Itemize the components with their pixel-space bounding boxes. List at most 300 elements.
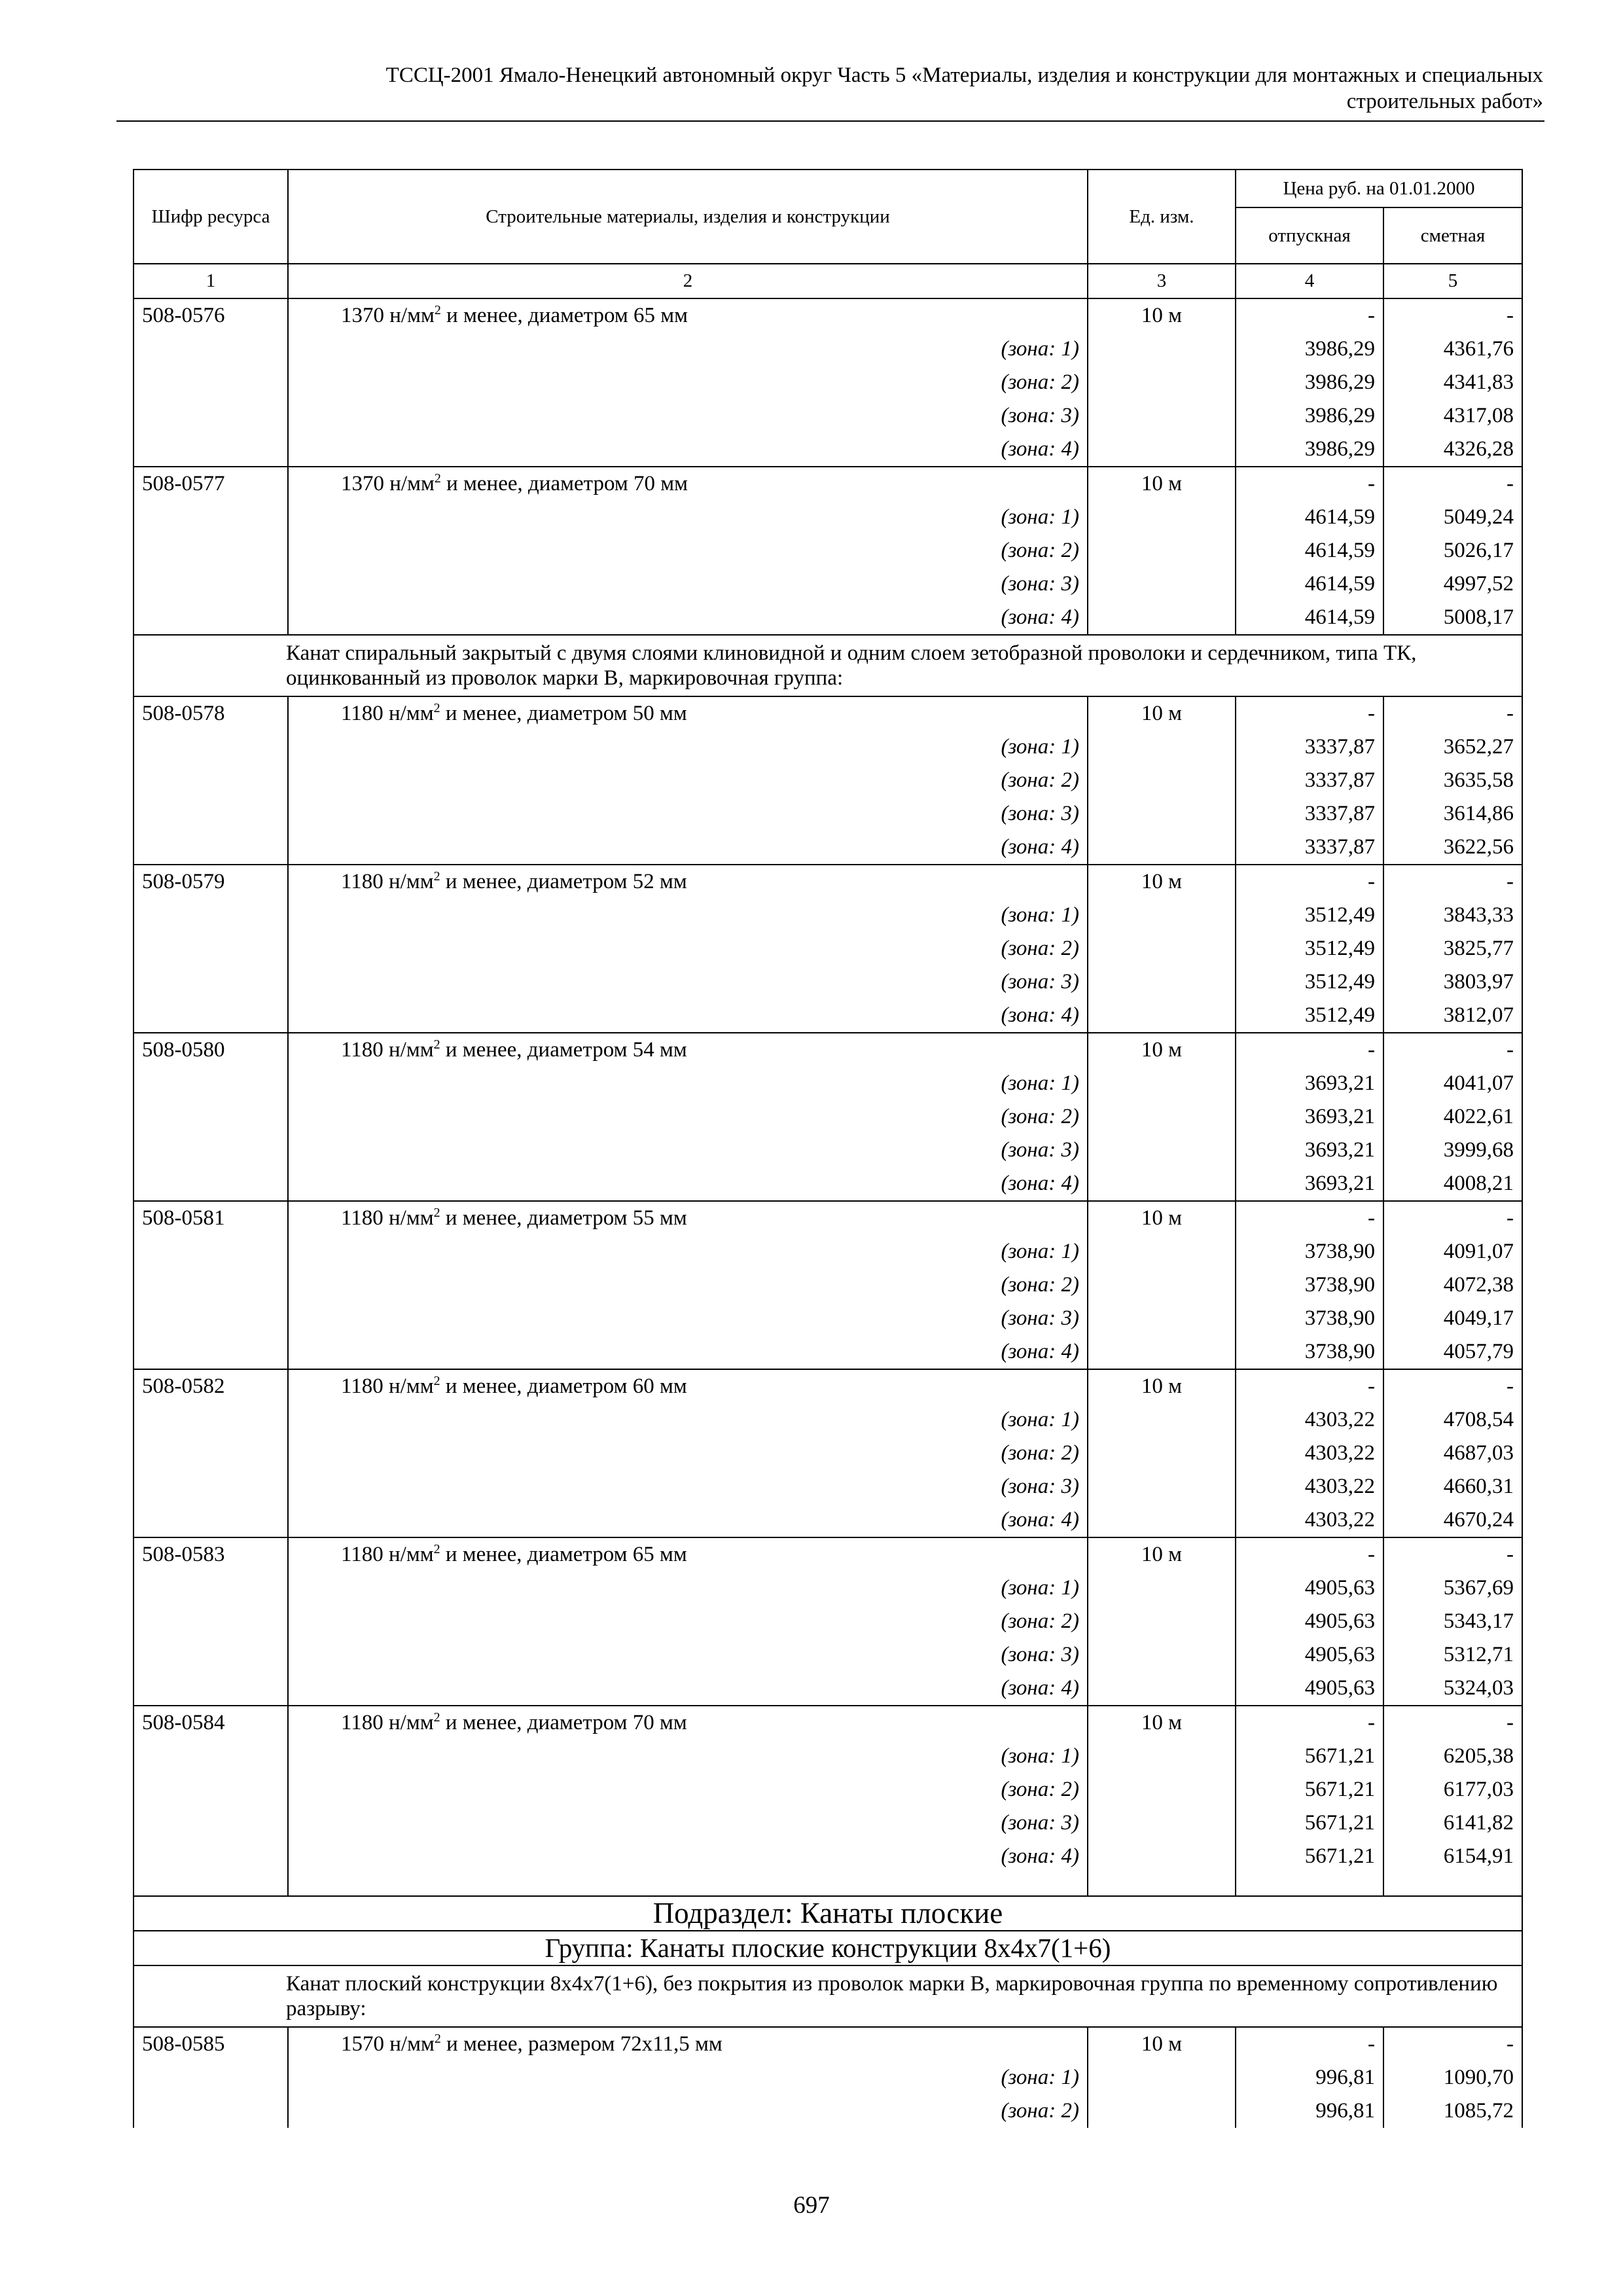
resource-description <box>288 1033 1088 1067</box>
release-price: 4905,63 <box>1236 1672 1383 1706</box>
resource-code <box>134 999 288 1033</box>
unit-of-measure <box>1088 1638 1236 1672</box>
size-text: и менее, диаметром 70 мм <box>440 1711 687 1734</box>
release-price: 3986,29 <box>1236 366 1383 399</box>
strength-text: 1180 н/мм <box>341 1711 434 1734</box>
unit-exponent: 2 <box>434 471 441 486</box>
table-body <box>134 298 1522 2128</box>
resource-code: 508-0581 <box>134 1201 288 1235</box>
zone-label: (зона: 3) <box>288 965 1088 999</box>
unit-of-measure: 10 м <box>1088 298 1236 332</box>
estimate-price: - <box>1383 298 1522 332</box>
resource-row <box>134 1369 1522 1403</box>
unit-exponent: 2 <box>433 1710 440 1725</box>
release-price: 3512,49 <box>1236 965 1383 999</box>
estimate-price: - <box>1383 1201 1522 1235</box>
unit-of-measure: 10 м <box>1088 1537 1236 1571</box>
resource-code: 508-0577 <box>134 467 288 501</box>
unit-of-measure <box>1088 2094 1236 2128</box>
release-price: - <box>1236 696 1383 730</box>
release-price: 3512,49 <box>1236 932 1383 965</box>
resource-code <box>134 899 288 932</box>
unit-of-measure <box>1088 999 1236 1033</box>
zone-row <box>134 965 1522 999</box>
unit-of-measure <box>1088 1470 1236 1503</box>
resource-code <box>134 1840 288 1873</box>
unit-exponent: 2 <box>433 1374 440 1388</box>
unit-of-measure <box>1088 1134 1236 1167</box>
release-price: 4303,22 <box>1236 1403 1383 1437</box>
estimate-price: 4072,38 <box>1383 1268 1522 1302</box>
release-price: 4614,59 <box>1236 501 1383 534</box>
size-text: и менее, диаметром 54 мм <box>440 1038 687 1062</box>
resource-code <box>134 932 288 965</box>
release-price: 3693,21 <box>1236 1100 1383 1134</box>
release-price: 5671,21 <box>1236 1806 1383 1840</box>
unit-of-measure <box>1088 965 1236 999</box>
unit-of-measure <box>1088 1167 1236 1201</box>
resource-code <box>134 1740 288 1773</box>
zone-label: (зона: 1) <box>288 332 1088 366</box>
column-number-row <box>134 264 1522 298</box>
zone-row <box>134 1067 1522 1100</box>
release-price: 4905,63 <box>1236 1638 1383 1672</box>
section-note: Канат спиральный закрытый с двумя слоями клиновидной и одним слоем зетобразной проволоки и сердечником, типа ТК, оцинкованный из проволок марки В, маркировочная группа: <box>134 635 1522 696</box>
resource-code <box>134 501 288 534</box>
resource-code: 508-0578 <box>134 696 288 730</box>
resource-code <box>134 730 288 764</box>
unit-of-measure: 10 м <box>1088 1201 1236 1235</box>
resource-row <box>134 1201 1522 1235</box>
release-price: 3693,21 <box>1236 1067 1383 1100</box>
release-price: 5671,21 <box>1236 1840 1383 1873</box>
resource-code: 508-0584 <box>134 1706 288 1740</box>
unit-exponent: 2 <box>433 1542 440 1556</box>
estimate-price: - <box>1383 2027 1522 2061</box>
release-price: 3512,49 <box>1236 999 1383 1033</box>
resource-description <box>288 865 1088 899</box>
resource-code <box>134 1571 288 1605</box>
resource-row <box>134 467 1522 501</box>
zone-row <box>134 1672 1522 1706</box>
zone-row <box>134 1100 1522 1134</box>
unit-of-measure <box>1088 534 1236 567</box>
note-row <box>134 1965 1522 2027</box>
resource-code <box>134 2061 288 2094</box>
zone-row <box>134 399 1522 433</box>
zone-label: (зона: 2) <box>288 764 1088 797</box>
estimate-price: 6177,03 <box>1383 1773 1522 1806</box>
col-code-header: Шифр ресурса <box>134 170 288 264</box>
release-price: 3986,29 <box>1236 399 1383 433</box>
resource-code: 508-0576 <box>134 298 288 332</box>
running-header-line-2: строительных работ» <box>1346 90 1543 113</box>
zone-row <box>134 1302 1522 1335</box>
size-text: и менее, диаметром 70 мм <box>440 472 688 495</box>
zone-label: (зона: 2) <box>288 366 1088 399</box>
zone-label: (зона: 2) <box>288 2094 1088 2128</box>
unit-exponent: 2 <box>434 2032 441 2046</box>
estimate-price: - <box>1383 1706 1522 1740</box>
release-price: 5671,21 <box>1236 1773 1383 1806</box>
resource-code <box>134 1773 288 1806</box>
zone-label: (зона: 1) <box>288 1235 1088 1268</box>
zone-label: (зона: 3) <box>288 1470 1088 1503</box>
unit-of-measure <box>1088 1773 1236 1806</box>
unit-of-measure <box>1088 1503 1236 1537</box>
estimate-price: 3999,68 <box>1383 1134 1522 1167</box>
unit-of-measure <box>1088 797 1236 831</box>
unit-exponent: 2 <box>434 303 441 317</box>
estimate-price: 4670,24 <box>1383 1503 1522 1537</box>
zone-label: (зона: 3) <box>288 797 1088 831</box>
unit-of-measure <box>1088 1100 1236 1134</box>
zone-label: (зона: 4) <box>288 999 1088 1033</box>
col-release-header: отпускная <box>1236 207 1383 264</box>
resource-code <box>134 1134 288 1167</box>
release-price: 3337,87 <box>1236 764 1383 797</box>
col-price-header: Цена руб. на 01.01.2000 <box>1236 170 1522 207</box>
unit-exponent: 2 <box>433 1037 440 1052</box>
zone-row <box>134 1167 1522 1201</box>
zone-label: (зона: 4) <box>288 1840 1088 1873</box>
resource-code <box>134 1302 288 1335</box>
release-price: 4614,59 <box>1236 601 1383 635</box>
unit-of-measure <box>1088 831 1236 865</box>
zone-label: (зона: 3) <box>288 1134 1088 1167</box>
zone-label: (зона: 1) <box>288 1571 1088 1605</box>
estimate-price: 4341,83 <box>1383 366 1522 399</box>
estimate-price: 5343,17 <box>1383 1605 1522 1638</box>
zone-row <box>134 501 1522 534</box>
unit-of-measure <box>1088 899 1236 932</box>
unit-of-measure <box>1088 1672 1236 1706</box>
resource-code <box>134 1268 288 1302</box>
resource-code: 508-0582 <box>134 1369 288 1403</box>
release-price: 4303,22 <box>1236 1503 1383 1537</box>
estimate-price: - <box>1383 1537 1522 1571</box>
strength-text: 1180 н/мм <box>341 1206 434 1230</box>
resource-code <box>134 1335 288 1369</box>
zone-label: (зона: 1) <box>288 1067 1088 1100</box>
zone-label: (зона: 3) <box>288 1638 1088 1672</box>
unit-of-measure <box>1088 1571 1236 1605</box>
subsection-row <box>134 1896 1522 1931</box>
estimate-price: 5008,17 <box>1383 601 1522 635</box>
resource-code <box>134 1437 288 1470</box>
resource-code <box>134 1638 288 1672</box>
release-price: 3738,90 <box>1236 1268 1383 1302</box>
resource-code <box>134 1100 288 1134</box>
unit-of-measure <box>1088 1605 1236 1638</box>
unit-of-measure <box>1088 1335 1236 1369</box>
zone-row <box>134 1740 1522 1773</box>
resource-row <box>134 696 1522 730</box>
zone-label: (зона: 4) <box>288 1503 1088 1537</box>
strength-text: 1570 н/мм <box>341 2032 435 2056</box>
resource-code <box>134 1403 288 1437</box>
resource-description <box>288 1369 1088 1403</box>
zone-row <box>134 899 1522 932</box>
estimate-price: 5312,71 <box>1383 1638 1522 1672</box>
zone-row <box>134 1638 1522 1672</box>
resource-code <box>134 399 288 433</box>
release-price: - <box>1236 298 1383 332</box>
unit-of-measure: 10 м <box>1088 696 1236 730</box>
zone-row <box>134 1773 1522 1806</box>
header-rule <box>116 120 1544 122</box>
zone-row <box>134 433 1522 467</box>
unit-exponent: 2 <box>433 701 440 715</box>
release-price: 3693,21 <box>1236 1134 1383 1167</box>
section-note: Канат плоский конструкции 8x4x7(1+6), без покрытия из проволок марки В, маркировочная группа по временному сопротивлению разрыву: <box>134 1965 1522 2027</box>
zone-row <box>134 1403 1522 1437</box>
estimate-price: 3635,58 <box>1383 764 1522 797</box>
resource-description <box>288 467 1088 501</box>
resource-code <box>134 601 288 635</box>
estimate-price: 4008,21 <box>1383 1167 1522 1201</box>
release-price: 3693,21 <box>1236 1167 1383 1201</box>
strength-text: 1180 н/мм <box>341 702 434 725</box>
strength-text: 1180 н/мм <box>341 870 434 893</box>
zone-label: (зона: 2) <box>288 932 1088 965</box>
zone-row <box>134 332 1522 366</box>
resource-code: 508-0580 <box>134 1033 288 1067</box>
zone-row <box>134 1437 1522 1470</box>
estimate-price: 4057,79 <box>1383 1335 1522 1369</box>
empty-cell <box>1383 1873 1522 1896</box>
strength-text: 1180 н/мм <box>341 1374 434 1398</box>
resource-description <box>288 298 1088 332</box>
release-price: 3337,87 <box>1236 730 1383 764</box>
unit-of-measure: 10 м <box>1088 865 1236 899</box>
zone-label: (зона: 4) <box>288 1335 1088 1369</box>
resource-description <box>288 1201 1088 1235</box>
zone-row <box>134 534 1522 567</box>
release-price: 3738,90 <box>1236 1302 1383 1335</box>
unit-of-measure <box>1088 366 1236 399</box>
estimate-price: 4091,07 <box>1383 1235 1522 1268</box>
estimate-price: 5049,24 <box>1383 501 1522 534</box>
unit-exponent: 2 <box>433 869 440 884</box>
zone-row <box>134 1134 1522 1167</box>
unit-of-measure <box>1088 1840 1236 1873</box>
zone-label: (зона: 1) <box>288 1740 1088 1773</box>
resource-code <box>134 1503 288 1537</box>
size-text: и менее, диаметром 65 мм <box>440 1543 687 1566</box>
release-price: 996,81 <box>1236 2094 1383 2128</box>
zone-label: (зона: 1) <box>288 899 1088 932</box>
running-header <box>118 62 1543 115</box>
estimate-price: 3843,33 <box>1383 899 1522 932</box>
estimate-price: 3614,86 <box>1383 797 1522 831</box>
zone-label: (зона: 3) <box>288 1806 1088 1840</box>
release-price: 3986,29 <box>1236 433 1383 467</box>
estimate-price: - <box>1383 696 1522 730</box>
zone-label: (зона: 3) <box>288 399 1088 433</box>
resource-code <box>134 2094 288 2128</box>
strength-text: 1370 н/мм <box>341 472 435 495</box>
size-text: и менее, диаметром 55 мм <box>440 1206 687 1230</box>
release-price: 3337,87 <box>1236 831 1383 865</box>
zone-row <box>134 1268 1522 1302</box>
unit-of-measure <box>1088 332 1236 366</box>
release-price: 4614,59 <box>1236 567 1383 601</box>
estimate-price: 4326,28 <box>1383 433 1522 467</box>
estimate-price: 6205,38 <box>1383 1740 1522 1773</box>
unit-of-measure: 10 м <box>1088 1369 1236 1403</box>
resource-description <box>288 2027 1088 2061</box>
zone-row <box>134 797 1522 831</box>
unit-of-measure: 10 м <box>1088 1706 1236 1740</box>
zone-label: (зона: 4) <box>288 601 1088 635</box>
release-price: 3986,29 <box>1236 332 1383 366</box>
zone-row <box>134 366 1522 399</box>
estimate-price: 4687,03 <box>1383 1437 1522 1470</box>
unit-of-measure <box>1088 1235 1236 1268</box>
unit-of-measure <box>1088 567 1236 601</box>
estimate-price: 4049,17 <box>1383 1302 1522 1335</box>
release-price: 3337,87 <box>1236 797 1383 831</box>
zone-label: (зона: 2) <box>288 1268 1088 1302</box>
empty-cell <box>134 1873 288 1896</box>
resource-description <box>288 1537 1088 1571</box>
zone-label: (зона: 1) <box>288 2061 1088 2094</box>
release-price: 3512,49 <box>1236 899 1383 932</box>
resource-code <box>134 1806 288 1840</box>
release-price: 4905,63 <box>1236 1605 1383 1638</box>
estimate-price: 5324,03 <box>1383 1672 1522 1706</box>
unit-of-measure <box>1088 730 1236 764</box>
column-number: 1 <box>134 264 288 298</box>
size-text: и менее, размером 72x11,5 мм <box>440 2032 722 2056</box>
zone-row <box>134 1840 1522 1873</box>
release-price: - <box>1236 865 1383 899</box>
zone-label: (зона: 4) <box>288 831 1088 865</box>
resource-code: 508-0583 <box>134 1537 288 1571</box>
resource-code <box>134 1067 288 1100</box>
zone-row <box>134 2061 1522 2094</box>
zone-label: (зона: 2) <box>288 1605 1088 1638</box>
estimate-price: - <box>1383 1369 1522 1403</box>
zone-label: (зона: 4) <box>288 433 1088 467</box>
size-text: и менее, диаметром 60 мм <box>440 1374 687 1398</box>
zone-label: (зона: 4) <box>288 1672 1088 1706</box>
estimate-price: 4997,52 <box>1383 567 1522 601</box>
resource-code <box>134 366 288 399</box>
resource-code <box>134 567 288 601</box>
size-text: и менее, диаметром 52 мм <box>440 870 687 893</box>
zone-row <box>134 567 1522 601</box>
zone-row <box>134 730 1522 764</box>
release-price: - <box>1236 1201 1383 1235</box>
release-price: 3738,90 <box>1236 1235 1383 1268</box>
resource-code <box>134 1470 288 1503</box>
release-price: 4614,59 <box>1236 534 1383 567</box>
col-estimate-header: сметная <box>1383 207 1522 264</box>
estimate-price: 3825,77 <box>1383 932 1522 965</box>
zone-row <box>134 764 1522 797</box>
resource-code <box>134 1672 288 1706</box>
release-price: 4905,63 <box>1236 1571 1383 1605</box>
release-price: 996,81 <box>1236 2061 1383 2094</box>
zone-row <box>134 1335 1522 1369</box>
estimate-price: 3803,97 <box>1383 965 1522 999</box>
estimate-price: 4361,76 <box>1383 332 1522 366</box>
estimate-price: 5367,69 <box>1383 1571 1522 1605</box>
estimate-price: 1085,72 <box>1383 2094 1522 2128</box>
release-price: - <box>1236 1706 1383 1740</box>
zone-label: (зона: 1) <box>288 1403 1088 1437</box>
unit-of-measure <box>1088 1268 1236 1302</box>
estimate-price: 6154,91 <box>1383 1840 1522 1873</box>
estimate-price: - <box>1383 467 1522 501</box>
group-row <box>134 1931 1522 1965</box>
unit-of-measure <box>1088 433 1236 467</box>
resource-code <box>134 1235 288 1268</box>
unit-of-measure <box>1088 932 1236 965</box>
resource-code <box>134 831 288 865</box>
group-title: Группа: Канаты плоские конструкции 8x4x7(1+6) <box>134 1931 1522 1965</box>
unit-of-measure <box>1088 1437 1236 1470</box>
resource-row <box>134 1537 1522 1571</box>
estimate-price: 4708,54 <box>1383 1403 1522 1437</box>
column-number: 3 <box>1088 264 1236 298</box>
release-price: - <box>1236 2027 1383 2061</box>
release-price: - <box>1236 467 1383 501</box>
col-name-header: Строительные материалы, изделия и конструкции <box>288 170 1088 264</box>
unit-of-measure <box>1088 399 1236 433</box>
estimate-price: 4041,07 <box>1383 1067 1522 1100</box>
strength-text: 1370 н/мм <box>341 304 435 327</box>
unit-of-measure: 10 м <box>1088 467 1236 501</box>
unit-of-measure: 10 м <box>1088 1033 1236 1067</box>
zone-row <box>134 999 1522 1033</box>
zone-row <box>134 1571 1522 1605</box>
resource-description <box>288 696 1088 730</box>
zone-label: (зона: 2) <box>288 1100 1088 1134</box>
col-unit-header: Ед. изм. <box>1088 170 1236 264</box>
unit-of-measure <box>1088 1302 1236 1335</box>
release-price: - <box>1236 1033 1383 1067</box>
estimate-price: 3812,07 <box>1383 999 1522 1033</box>
resource-row <box>134 1033 1522 1067</box>
zone-row <box>134 1806 1522 1840</box>
page-number: 697 <box>793 2192 830 2219</box>
unit-of-measure <box>1088 1806 1236 1840</box>
zone-row <box>134 1235 1522 1268</box>
resource-code <box>134 534 288 567</box>
resource-code <box>134 797 288 831</box>
release-price: 4303,22 <box>1236 1470 1383 1503</box>
price-table <box>133 169 1523 2128</box>
subsection-title: Подраздел: Канаты плоские <box>134 1896 1522 1931</box>
unit-of-measure <box>1088 2061 1236 2094</box>
empty-cell <box>1236 1873 1383 1896</box>
section-end-row <box>134 1873 1522 1896</box>
zone-label: (зона: 2) <box>288 1437 1088 1470</box>
zone-row <box>134 1605 1522 1638</box>
unit-of-measure <box>1088 1067 1236 1100</box>
column-number: 2 <box>288 264 1088 298</box>
strength-text: 1180 н/мм <box>341 1038 434 1062</box>
table-head-row <box>134 170 1522 207</box>
zone-label: (зона: 4) <box>288 1167 1088 1201</box>
zone-row <box>134 1503 1522 1537</box>
unit-of-measure <box>1088 1403 1236 1437</box>
zone-label: (зона: 2) <box>288 534 1088 567</box>
zone-row <box>134 601 1522 635</box>
